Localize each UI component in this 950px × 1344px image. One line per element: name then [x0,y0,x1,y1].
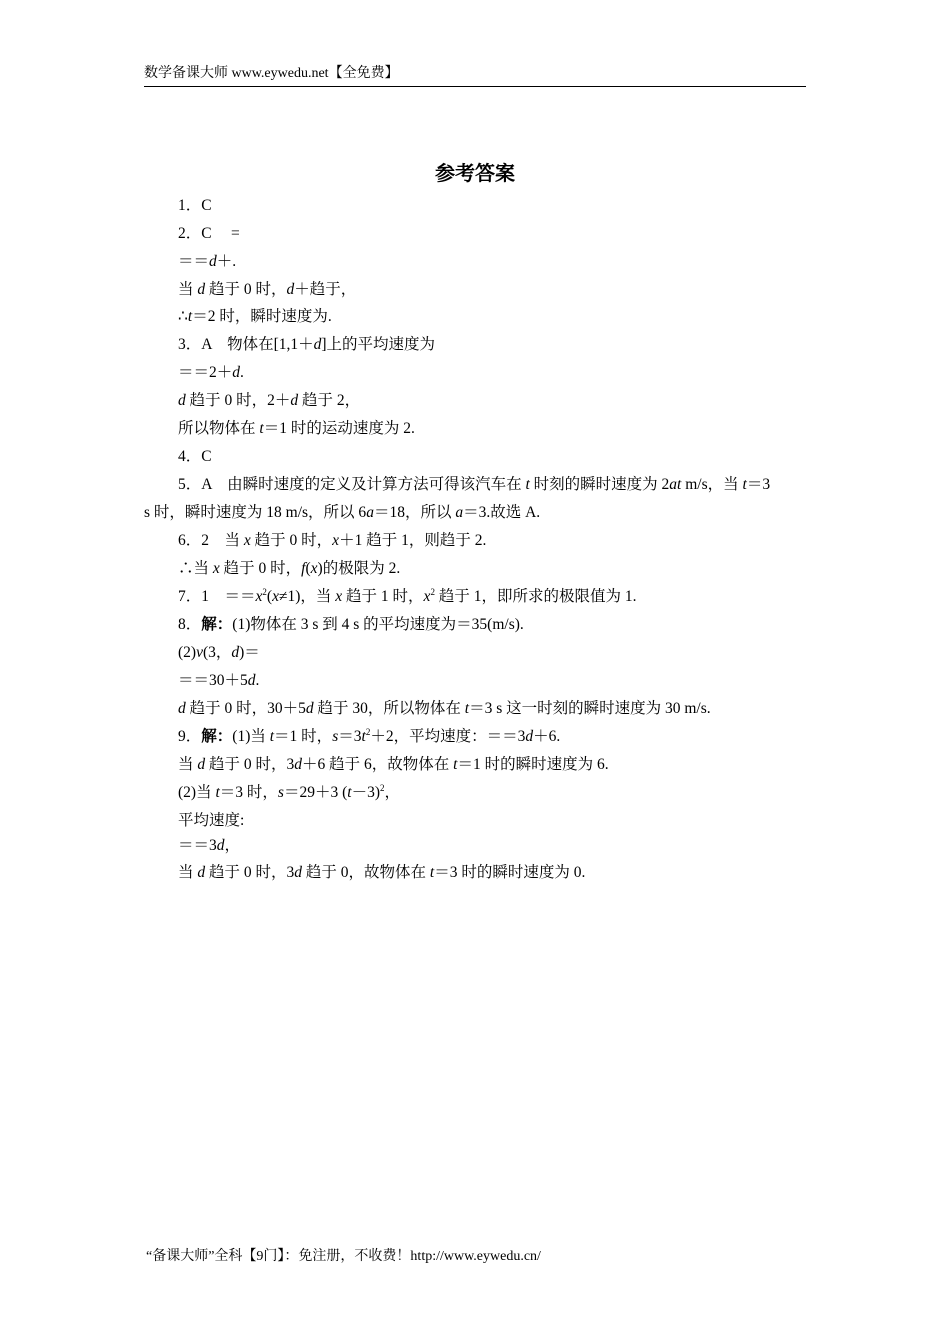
answer-line: ＝＝d＋. [178,253,237,270]
answer-line: 6．2 当 x 趋于 0 时，x＋1 趋于 1，则趋于 2. [178,532,487,549]
answer-line: s 时，瞬时速度为 18 m/s，所以 6a＝18，所以 a＝3.故选 A. [144,504,541,521]
answer-line: 9．解：(1)当 t＝1 时，$s=3t^2+2$，平均速度：＝＝3d＋6. [178,727,561,745]
answer-line: ∴当 x 趋于 0 时，f(x)的极限为 2. [178,560,401,577]
answer-line: 当 d 趋于 0 时，3d 趋于 0，故物体在 t＝3 时的瞬时速度为 0. [178,864,586,881]
answer-line: ＝＝2＋d. [178,364,244,381]
answer-line: (2)v(3，d)＝ [178,644,260,661]
answer-line: ∴t＝2 时，瞬时速度为. [178,308,332,325]
answer-line: 所以物体在 t＝1 时的运动速度为 2. [178,420,415,437]
page-header: 数学备课大师 www.eywedu.net【全免费】 [144,65,806,87]
answer-line: 5．A 由瞬时速度的定义及计算方法可得该汽车在 t 时刻的瞬时速度为 2at m/s，当 t＝3 [178,476,771,493]
answer-line: 当 d 趋于 0 时，d＋趋于， [178,281,357,298]
answer-line: d 趋于 0 时，30＋5d 趋于 30，所以物体在 t＝3 s 这一时刻的瞬时速度为 30 m/s. [178,700,711,717]
answer-line: 3．A 物体在[1,1＋d]上的平均速度为 [178,336,436,353]
answer-line: ＝＝30＋5d. [178,672,260,689]
answer-line: 4．C [178,448,212,465]
answer-line: 1．C [178,197,212,214]
answer-line: 当 d 趋于 0 时，3d＋6 趋于 6，故物体在 t＝1 时的瞬时速度为 6. [178,756,609,773]
answer-line: (2)当 t＝3 时，s＝29＋3 $(t-3)^2$， [178,783,400,801]
page-title: 参考答案 [435,161,515,185]
answer-line: 8．解：(1)物体在 3 s 到 4 s 的平均速度为＝35(m/s). [178,616,524,633]
answer-line: 7．1 $==x^2(x\ne 1)$，当 x 趋于 1 时，$x^2$ 趋于 1，即所求的极限值为 1. [178,587,637,605]
answer-line: d 趋于 0 时，2＋d 趋于 2， [178,392,361,409]
answer-line: 平均速度: [178,812,245,829]
page-footer: “备课大师”全科【9门】：免注册，不收费！http://www.eywedu.cn/ [146,1249,541,1264]
answer-line: 2．C = [178,225,240,242]
answer-line: ＝＝3d， [178,837,241,854]
